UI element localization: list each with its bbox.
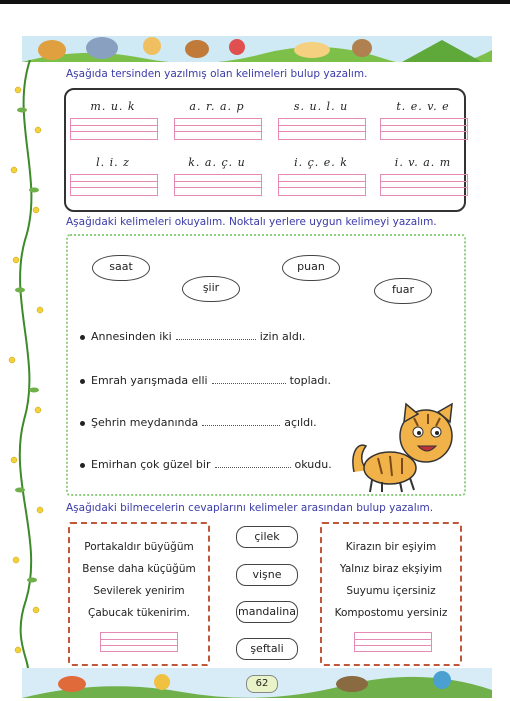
section1-heading: Aşağıda tersinden yazılmış olan kelimeleri bulup yazalım. — [66, 68, 368, 80]
sentence-text: açıldı. — [284, 416, 317, 429]
top-border — [0, 0, 510, 4]
word-cloud-fuar: fuar — [374, 278, 432, 304]
sentence-4 — [80, 458, 332, 471]
writing-lines[interactable] — [174, 174, 262, 196]
word-cell — [380, 156, 466, 196]
sentence-text: okudu. — [294, 458, 332, 471]
riddle-lines — [70, 536, 208, 624]
riddle-line: Portakaldır büyüğüm — [84, 541, 194, 553]
sentence-text: izin aldı. — [259, 330, 306, 343]
writing-lines[interactable] — [70, 174, 158, 196]
riddle-box-right — [320, 522, 462, 666]
sentence-text: topladı. — [289, 374, 331, 387]
writing-lines[interactable] — [278, 118, 366, 140]
word-cell — [380, 100, 466, 140]
reversed-word: k. a. ç. u — [188, 156, 246, 169]
riddle-line: Suyumu içersiniz — [346, 585, 436, 597]
sentence-2 — [80, 374, 331, 387]
riddle-line: Kompostomu yersiniz — [334, 607, 448, 619]
page-number: 62 — [246, 675, 278, 693]
word-cloud-puan: puan — [282, 255, 340, 281]
sentence-text: Emrah yarışmada elli — [91, 374, 208, 387]
riddle-line: Yalnız biraz ekşiyim — [339, 563, 443, 575]
animal-banner-illustration — [22, 36, 492, 62]
blank-field[interactable] — [176, 331, 256, 340]
answer-lines-right[interactable] — [354, 632, 432, 652]
blank-field[interactable] — [212, 375, 286, 384]
riddle-box-left — [68, 522, 210, 666]
reversed-word: l. i. z — [96, 156, 130, 169]
writing-lines[interactable] — [380, 174, 468, 196]
riddle-line: Sevilerek yenirim — [93, 585, 185, 597]
reversed-word: i. v. a. m — [394, 156, 452, 169]
answer-lines-left[interactable] — [100, 632, 178, 652]
reversed-word: a. r. a. p — [189, 100, 245, 113]
sentence-text: Annesinden iki — [91, 330, 172, 343]
riddle-line: Çabucak tükenirim. — [87, 607, 191, 619]
word-cell — [174, 156, 260, 196]
blank-field[interactable] — [202, 417, 280, 426]
section3-heading: Aşağıdaki bilmecelerin cevaplarını kelimeler arasından bulup yazalım. — [66, 502, 434, 514]
section2-heading: Aşağıdaki kelimeleri okuyalım. Noktalı yerlere uygun kelimeyi yazalım. — [66, 216, 437, 228]
reversed-word: m. u. k — [90, 100, 136, 113]
sentence-3 — [80, 416, 317, 429]
word-cell — [174, 100, 260, 140]
blank-field[interactable] — [215, 459, 291, 468]
option-visne: vişne — [236, 564, 298, 586]
word-cell — [70, 156, 156, 196]
bullet-icon — [80, 421, 85, 426]
reversed-word: s. u. l. u — [293, 100, 349, 113]
word-cell — [278, 156, 364, 196]
word-cell — [278, 100, 364, 140]
option-seftali: şeftali — [236, 638, 298, 660]
option-mandalina: mandalina — [236, 601, 298, 623]
word-cell — [70, 100, 156, 140]
sentence-1 — [80, 330, 305, 343]
cat-illustration — [348, 402, 460, 494]
reversed-word: t. e. v. e — [396, 100, 450, 113]
reversed-word: i. ç. e. k — [294, 156, 348, 169]
flower-vine-decoration — [0, 60, 52, 672]
sentence-text: Şehrin meydanında — [91, 416, 199, 429]
word-cloud-saat: saat — [92, 255, 150, 281]
sentence-text: Emirhan çok güzel bir — [91, 458, 211, 471]
bullet-icon — [80, 335, 85, 340]
writing-lines[interactable] — [380, 118, 468, 140]
bullet-icon — [80, 463, 85, 468]
word-cloud-siir: şiir — [182, 276, 240, 302]
riddle-line: Kirazın bir eşiyim — [345, 541, 437, 553]
writing-lines[interactable] — [278, 174, 366, 196]
bullet-icon — [80, 379, 85, 384]
riddle-lines — [322, 536, 460, 624]
riddle-line: Bense daha küçüğüm — [82, 563, 196, 575]
writing-lines[interactable] — [174, 118, 262, 140]
option-cilek: çilek — [236, 526, 298, 548]
reversed-words-box — [64, 88, 466, 212]
writing-lines[interactable] — [70, 118, 158, 140]
